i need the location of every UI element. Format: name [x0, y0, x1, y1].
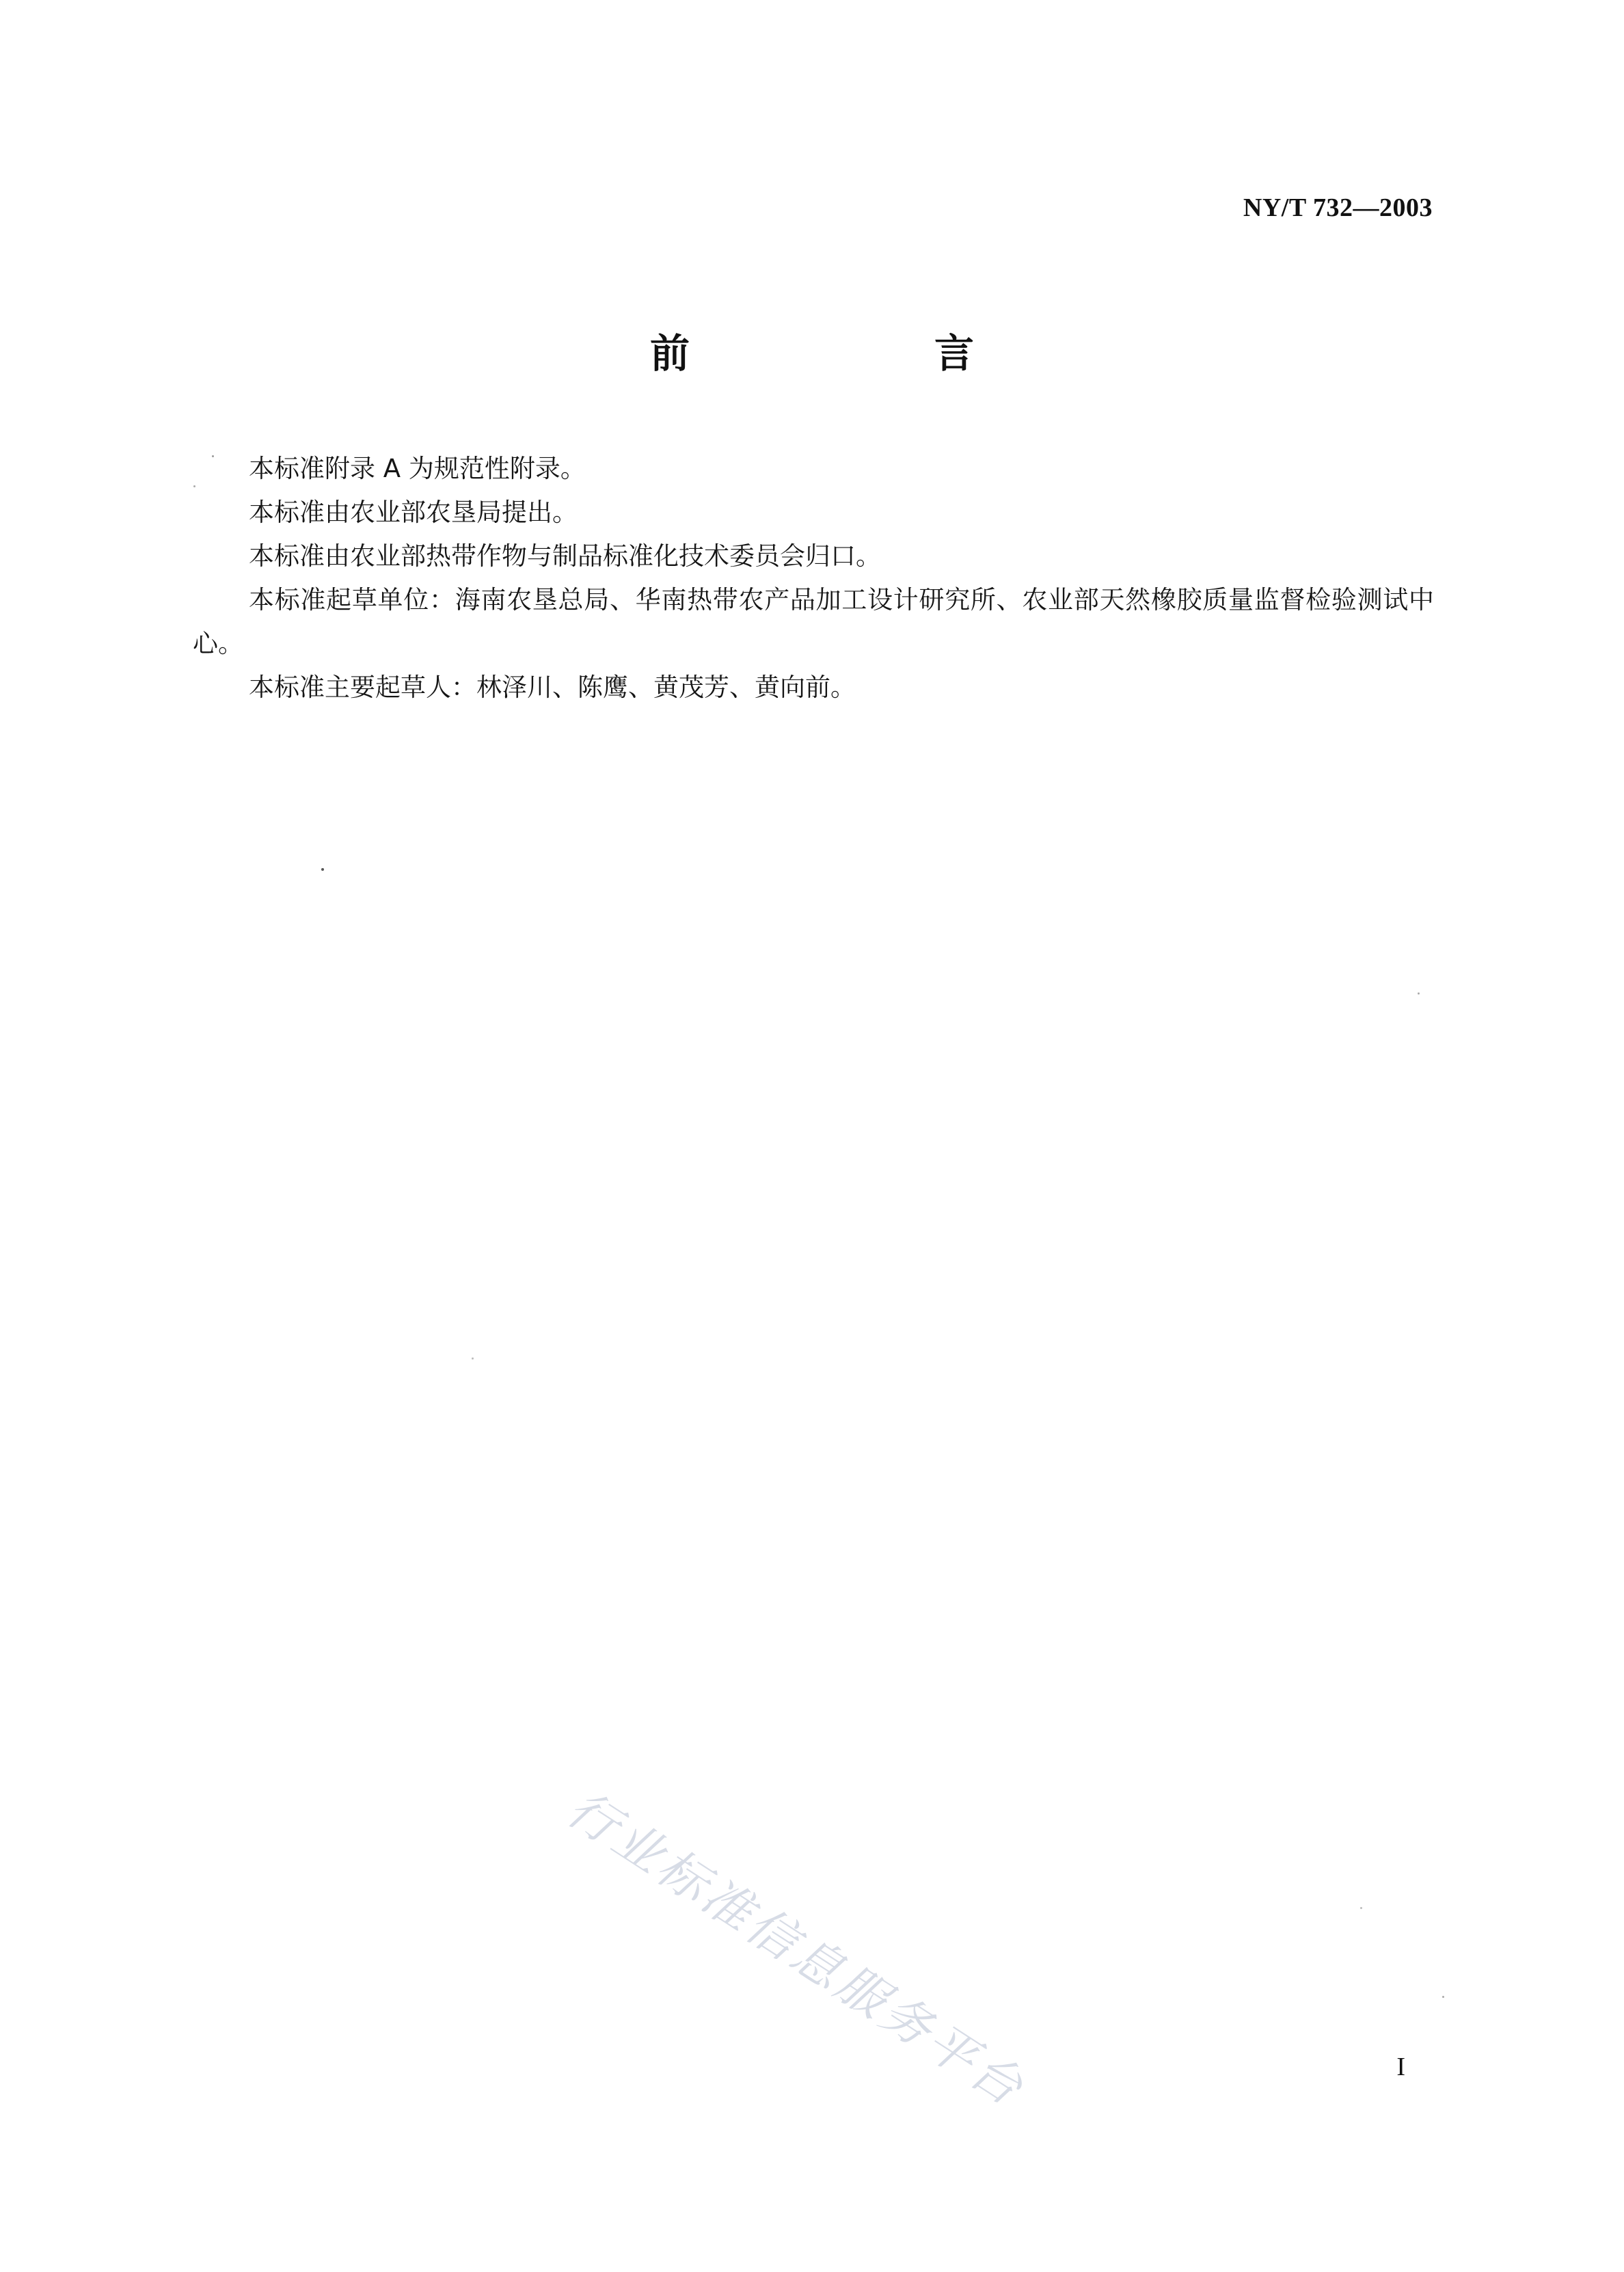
page-number: I — [1396, 2053, 1405, 2081]
scan-speck — [1442, 1996, 1444, 1998]
scan-speck — [321, 868, 324, 871]
paragraph-proposer: 本标准由农业部农垦局提出。 — [249, 498, 578, 527]
page-title: 前 言 — [649, 330, 1077, 377]
scan-speck — [472, 1357, 474, 1360]
paragraph-annex: 本标准附录 A 为规范性附录。 — [249, 454, 586, 483]
scan-speck — [1360, 1907, 1362, 1909]
preface-body — [193, 447, 1434, 709]
scan-speck — [212, 455, 214, 457]
scan-speck — [1418, 992, 1420, 995]
paragraph-drafters: 本标准主要起草人：林泽川、陈鹰、黄茂芳、黄向前。 — [249, 673, 856, 702]
scan-speck — [193, 485, 195, 487]
paragraph-committee: 本标准由农业部热带作物与制品标准化技术委员会归口。 — [249, 541, 881, 571]
document-code: NY/T 732—2003 — [1243, 193, 1433, 222]
watermark-text: 行业标准信息服务平台 — [557, 1779, 1036, 2118]
paragraph-drafting-units: 本标准起草单位：海南农垦总局、华南热带农产品加工设计研究所、农业部天然橡胶质量监督检验测试中心。 — [193, 585, 1434, 658]
